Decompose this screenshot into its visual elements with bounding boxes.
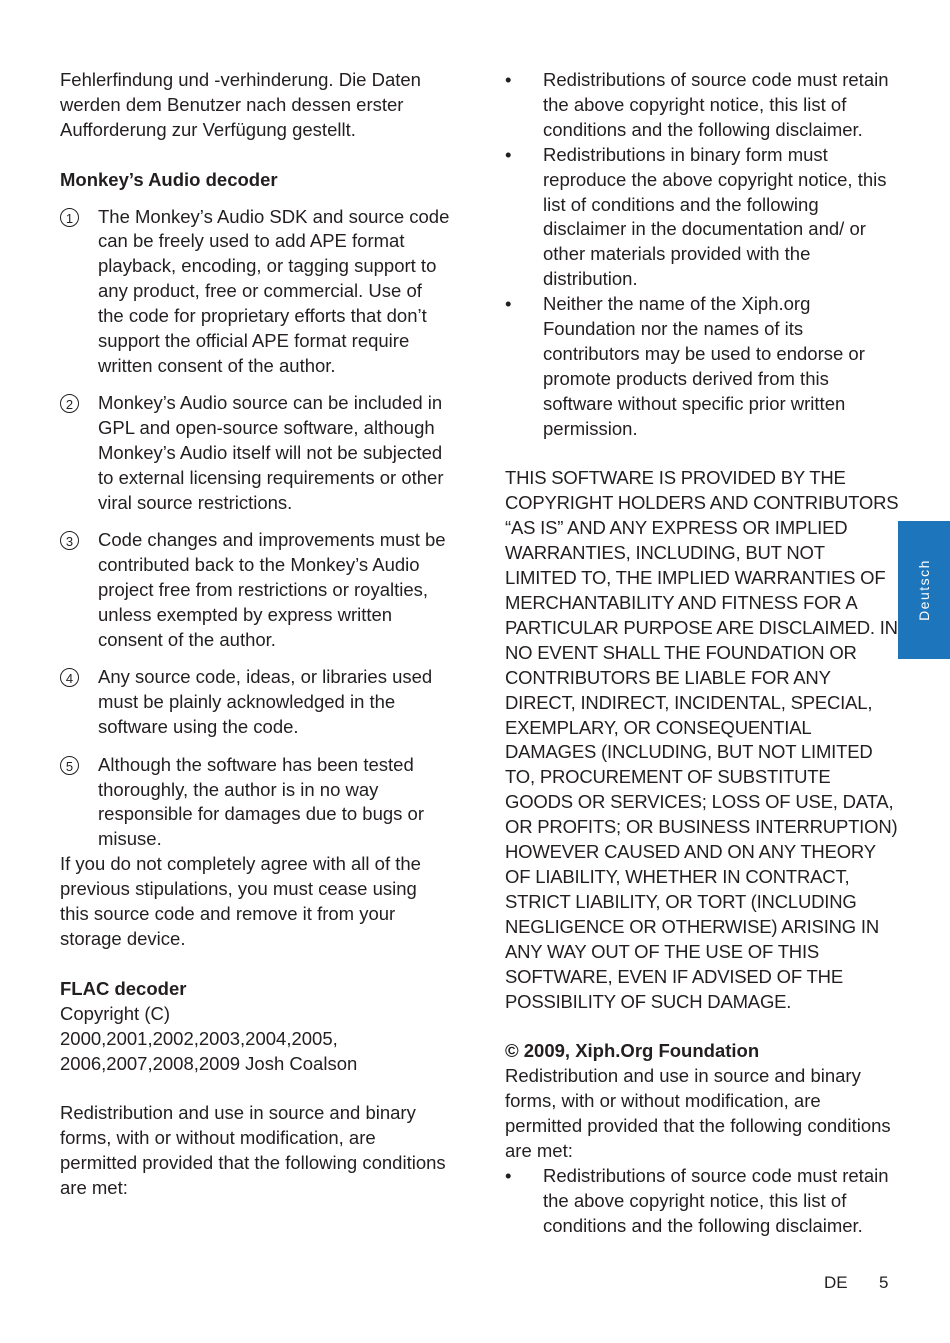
list-item (60, 665, 450, 740)
list-item (505, 143, 900, 292)
bullet-icon: • (505, 143, 512, 165)
circled-number: 5 (60, 756, 79, 775)
list-item (60, 205, 450, 379)
xiph-conditions-list-bottom (505, 1164, 900, 1239)
list-item-text: Redistributions in binary form must reproduce the above copyright notice, this list of conditions and the following disclaimer in the documentation and/ or other materials provided with the distribution. (543, 143, 887, 290)
left-column (60, 68, 450, 1201)
intro-paragraph: Fehlerfindung und -verhinderung. Die Daten werden dem Benutzer nach dessen erster Aufforderung zur Verfügung gestellt. (60, 69, 421, 140)
list-item (505, 292, 900, 441)
monkeys-audio-heading: Monkey’s Audio decoder (60, 168, 278, 190)
list-item (60, 753, 450, 853)
circled-number: 3 (60, 531, 79, 550)
xiph-conditions: Redistribution and use in source and binary forms, with or without modification, are permitted provided that the following conditions are met: (505, 1065, 891, 1161)
bullet-icon: • (505, 1164, 512, 1186)
language-side-tab (898, 521, 950, 659)
monkeys-audio-outro: If you do not completely agree with all of the previous stipulations, you must cease using this source code and remove it from your storage device. (60, 853, 421, 949)
flac-conditions: Redistribution and use in source and binary forms, with or without modification, are permitted provided that the following conditions are met: (60, 1102, 446, 1199)
list-item-text: Although the software has been tested thoroughly, the author is in no way responsible for damages due to bugs or misuse. (98, 753, 425, 850)
list-item-text: Neither the name of the Xiph.org Foundation nor the names of its contributors may be used to endorse or promote products derived from this software without specific prior written permission. (543, 293, 865, 439)
flac-copyright: Copyright (C) 2000,2001,2002,2003,2004,2005, 2006,2007,2008,2009 Josh Coalson (60, 1002, 358, 1074)
warranty-disclaimer: THIS SOFTWARE IS PROVIDED BY THE COPYRIGHT HOLDERS AND CONTRIBUTORS “AS IS” AND ANY EXPRESS OR IMPLIED WARRANTIES, INCLUDING, BUT NOT LIMITED TO, THE IMPLIED WARRANTIES OF MERCHANTABILITY AND FITNESS FOR A PARTICULAR PURPOSE ARE DISCLAIMED. IN NO EVENT SHALL THE FOUNDATION OR CONTRIBUTORS BE LIABLE FOR ANY DIRECT, INDIRECT, INCIDENTAL, SPECIAL, EXEMPLARY, OR CONSEQUENTIAL DAMAGES (INCLUDING, BUT NOT LIMITED TO, PROCUREMENT OF SUBSTITUTE GOODS OR SERVICES; LOSS OF USE, DATA, OR PROFITS; OR BUSINESS INTERRUPTION) HOWEVER CAUSED AND ON ANY THEORY OF LIABILITY, WHETHER IN CONTRACT, STRICT LIABILITY, OR TORT (INCLUDING NEGLIGENCE OR OTHERWISE) ARISING IN ANY WAY OUT OF THE USE OF THIS SOFTWARE, EVEN IF ADVISED OF THE POSSIBILITY OF SUCH DAMAGE. (505, 467, 899, 1012)
page-number: 5 (879, 1273, 889, 1292)
list-item-text: Redistributions of source code must retain the above copyright notice, this list of conditions and the following disclaimer. (543, 69, 889, 140)
language-side-tab-label: Deutsch (916, 559, 932, 621)
list-item (60, 391, 450, 516)
list-item-text: Monkey’s Audio source can be included in GPL and open-source software, although Monkey’s Audio itself will not be subjected to external licensing requirements or other viral source restrictions. (98, 392, 444, 513)
list-item (505, 68, 900, 143)
xiph-conditions-list-top (505, 68, 900, 442)
right-column (505, 68, 900, 1239)
footer-language: DE (824, 1273, 848, 1292)
monkeys-audio-terms-list (60, 205, 450, 853)
list-item (60, 528, 450, 653)
xiph-heading: © 2009, Xiph.Org Foundation (505, 1040, 760, 1062)
flac-heading: FLAC decoder (60, 977, 187, 999)
bullet-icon: • (505, 69, 512, 90)
list-item (505, 1164, 900, 1239)
list-item-text: The Monkey’s Audio SDK and source code can be freely used to add APE format playback, encoding, or tagging support to any product, free or commercial. Use of the code for proprietary efforts that don’t support the official APE format require written consent of the author. (98, 205, 450, 376)
list-item-text: Code changes and improvements must be contributed back to the Monkey’s Audio project free from restrictions or royalties, unless exempted by express written consent of the author. (98, 529, 446, 651)
list-item-text: Any source code, ideas, or libraries used must be plainly acknowledged in the software using the code. (98, 666, 433, 738)
circled-number: 4 (60, 668, 79, 687)
list-item-text: Redistributions of source code must retain the above copyright notice, this list of conditions and the following disclaimer. (543, 1164, 889, 1236)
circled-number: 2 (60, 394, 79, 413)
bullet-icon: • (505, 293, 512, 315)
circled-number: 1 (60, 208, 79, 227)
